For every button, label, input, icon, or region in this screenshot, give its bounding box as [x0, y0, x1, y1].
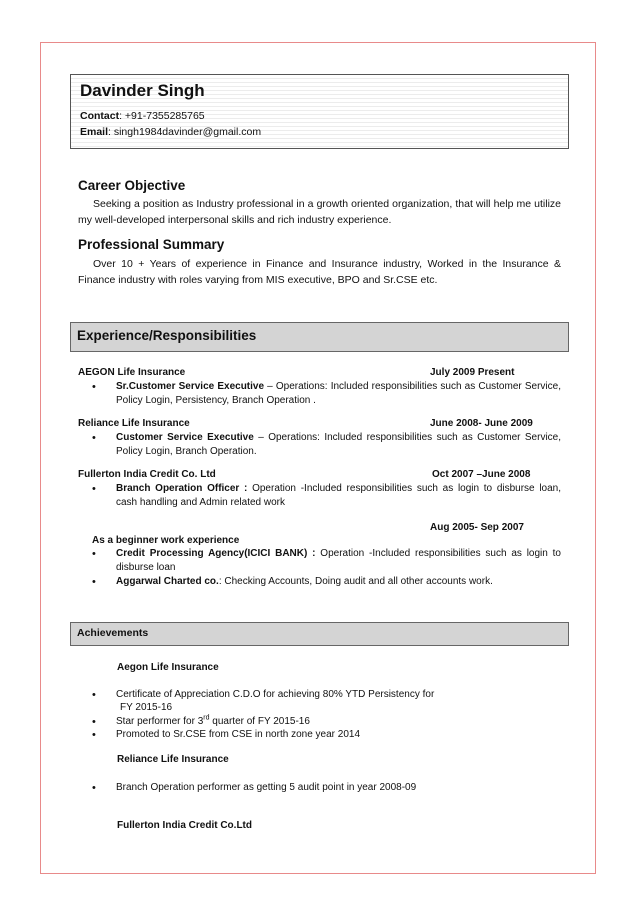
- job-desc: Operation -Included responsibilities such as login to disburse loan, cash handling and Admin related work: [116, 483, 562, 508]
- job-bullet: [92, 380, 561, 408]
- bullet-dot: •: [92, 483, 96, 495]
- job-row: [78, 418, 561, 429]
- resume-header: [70, 74, 569, 149]
- career-objective-heading: Career Objective: [78, 178, 186, 193]
- email-label: Email: [80, 126, 109, 138]
- achievement-company: Fullerton India Credit Co.Ltd: [117, 820, 252, 831]
- job-dates: July 2009 Present: [430, 367, 515, 378]
- beginner-label: As a beginner work experience: [92, 535, 240, 546]
- job-company: Fullerton India Credit Co. Ltd: [78, 469, 216, 480]
- bullet-dot: •: [92, 548, 96, 560]
- bullet-dot: •: [92, 432, 96, 444]
- achievements-heading: Achievements: [77, 627, 149, 639]
- job-company: Reliance Life Insurance: [78, 418, 190, 429]
- bullet-dot: •: [92, 729, 96, 741]
- professional-summary-heading: Professional Summary: [78, 237, 225, 252]
- bullet-dot: •: [92, 689, 96, 701]
- job-role: Customer Service Executive: [116, 432, 254, 443]
- achievement-item: [92, 728, 552, 742]
- achievement-item: [92, 715, 552, 729]
- job-company: AEGON Life Insurance: [78, 367, 186, 378]
- job-dates: June 2008- June 2009: [430, 418, 533, 429]
- job-desc: – Operations: Included responsibilities such as Customer Service, Policy Login, Branch Operation.: [116, 432, 562, 457]
- achievement-text: Promoted to Sr.CSE from CSE in north zone year 2014: [116, 729, 361, 740]
- job-row: [78, 367, 561, 378]
- achievement-text: Branch Operation performer as getting 5 audit point in year 2008-09: [116, 782, 417, 793]
- achievements-section-bar: [70, 622, 569, 646]
- job-bullet: [92, 431, 561, 459]
- achievement-text: FY 2015-16: [120, 702, 173, 713]
- career-objective-text: Seeking a position as Industry professional in a growth oriented organization, that will help me utilize my well-developed interpersonal skills and rich industry experience.: [78, 198, 561, 226]
- candidate-name: Davinder Singh: [80, 81, 205, 100]
- achievement-company: Aegon Life Insurance: [117, 662, 219, 673]
- job-role: Branch Operation Officer :: [116, 483, 248, 494]
- job-desc: Operation -Included responsibilities such as login to disburse loan: [116, 548, 561, 573]
- email-line: [80, 126, 261, 138]
- job-row: [78, 469, 561, 480]
- achievement-item: [92, 781, 552, 795]
- job-role: Credit Processing Agency(ICICI BANK) :: [116, 548, 316, 559]
- job-desc: : Checking Accounts, Doing audit and all other accounts work.: [218, 576, 493, 587]
- bullet-dot: •: [92, 381, 96, 393]
- experience-section-bar: [70, 322, 569, 352]
- achievement-text: Star performer for 3rd quarter of FY 2015-16: [116, 714, 310, 727]
- experience-heading: Experience/Responsibilities: [77, 328, 257, 343]
- bullet-dot: •: [92, 782, 96, 794]
- bullet-dot: •: [92, 716, 96, 728]
- job-bullet: [92, 482, 561, 510]
- job-role: Sr.Customer Service Executive: [116, 381, 265, 392]
- job-dates: Aug 2005- Sep 2007: [430, 522, 524, 533]
- bullet-dot: •: [92, 576, 96, 588]
- contact-label: Contact: [80, 110, 120, 122]
- job-dates: Oct 2007 –June 2008: [432, 469, 531, 480]
- professional-summary-text: Over 10 + Years of experience in Finance and Insurance industry, Worked in the Insurance & Finance industry with roles varying from MIS executive, BPO and Sr.CSE etc.: [78, 258, 561, 286]
- achievement-text: Certificate of Appreciation C.D.O for achieving 80% YTD Persistency for: [116, 689, 435, 700]
- email-value: : singh1984davinder@gmail.com: [108, 126, 262, 138]
- achievement-continuation: [92, 701, 552, 715]
- achievement-item: [92, 688, 552, 702]
- achievement-company: Reliance Life Insurance: [117, 754, 229, 765]
- contact-line: [80, 110, 205, 122]
- job-desc: – Operations: Included responsibilities such as Customer Service, Policy Login, Persistency, Branch Operation .: [116, 381, 561, 406]
- job-role: Aggarwal Charted co.: [116, 576, 219, 587]
- job-bullet: [92, 547, 561, 575]
- contact-value: : +91-7355285765: [119, 110, 205, 122]
- job-bullet: [92, 575, 561, 589]
